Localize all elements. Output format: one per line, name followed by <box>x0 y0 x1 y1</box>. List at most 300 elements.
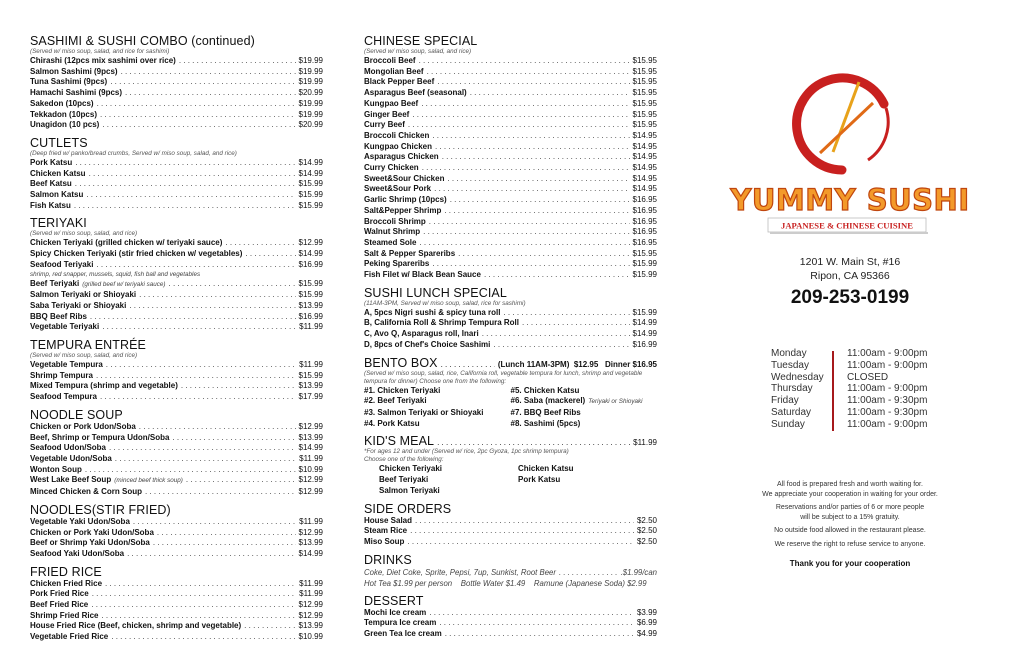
item-name: D, 8pcs of Chef's Choice Sashimi <box>364 339 491 349</box>
hours-row <box>771 383 927 395</box>
section-title: TEMPURA ENTRÉE <box>30 338 146 353</box>
dot-leader <box>447 174 629 185</box>
item-name: Hamachi Sashimi (9pcs) <box>30 88 123 98</box>
item-name: Fish Filet w/ Black Bean Sauce <box>364 270 481 280</box>
item-price: $15.99 <box>298 179 323 189</box>
hours-time: 11:00am - 9:00pm <box>847 418 928 430</box>
dot-leader <box>115 454 296 465</box>
hours-day: Monday <box>771 348 807 359</box>
hours-day: Sunday <box>771 418 805 430</box>
item-name: C, Avo Q, Asparagus roll, Inari <box>364 329 479 339</box>
menu-item <box>364 608 657 619</box>
bento-prices: (Lunch 11AM-3PM) $12.95 Dinner $16.95 <box>497 359 657 369</box>
dot-leader <box>442 152 630 163</box>
bento-option <box>364 396 511 408</box>
menu-item <box>30 110 323 121</box>
dot-leader <box>559 567 618 578</box>
item-price: $11.99 <box>299 589 323 599</box>
menu-item <box>30 99 323 110</box>
dot-leader <box>89 169 296 180</box>
menu-section <box>30 565 323 643</box>
dot-leader <box>407 537 634 548</box>
hours-row <box>771 419 927 431</box>
section-title: DESSERT <box>364 593 424 608</box>
item-price: $19.99 <box>298 109 323 119</box>
policy-text: We appreciate your cooperation in waiting for your order. <box>762 490 938 498</box>
item-price: $10.99 <box>298 632 323 642</box>
item-price: $15.99 <box>298 290 323 300</box>
item-name: Pork Katsu <box>30 157 73 167</box>
item-price: $16.99 <box>632 339 657 349</box>
menu-item <box>364 526 657 537</box>
kids-price: $11.99 <box>633 438 657 448</box>
item-price: $19.99 <box>298 56 323 65</box>
menu-item <box>30 201 323 212</box>
item-name: Wonton Soup <box>30 464 82 474</box>
menu-section <box>364 34 657 281</box>
dot-leader <box>408 120 630 131</box>
item-name: Broccoli Beef <box>364 56 416 65</box>
dot-leader <box>100 392 296 403</box>
menu-item <box>30 600 323 611</box>
menu-item <box>364 184 657 195</box>
menu-item <box>30 475 323 487</box>
section-title: CHINESE SPECIAL <box>364 34 478 48</box>
menu-item <box>30 443 323 454</box>
phone-number[interactable]: 209-253-0199 <box>790 287 910 308</box>
option-label: #6. Saba (mackerel) <box>510 396 586 406</box>
item-name: Broccoli Shrimp <box>364 216 426 226</box>
menu-item <box>364 77 657 88</box>
drinks-line: Coke, Diet Coke, Sprite, Pepsi, 7up, Sunkist, Root Beer <box>364 567 556 577</box>
bento-option <box>511 386 658 397</box>
policy-text: Reservations and/or parties of 6 or more people <box>775 504 925 511</box>
menu-item <box>364 217 657 228</box>
option-label: #7. BBQ Beef Ribs <box>510 407 581 417</box>
item-price: $13.99 <box>298 538 323 548</box>
dot-leader <box>91 600 295 611</box>
menu-section <box>30 503 323 560</box>
item-price: $16.95 <box>632 227 657 237</box>
item-price: $15.99 <box>632 259 657 269</box>
dot-leader <box>429 608 634 619</box>
menu-item <box>364 318 657 329</box>
kids-option: Chicken Teriyaki <box>379 464 442 474</box>
hours-row <box>771 360 927 372</box>
menu-item <box>30 487 323 498</box>
policy-text: No outside food allowed in the restaurant please. <box>774 527 926 534</box>
item-name: Chicken Katsu <box>30 168 86 178</box>
dot-leader <box>458 249 629 260</box>
item-name: Pork Fried Rice <box>30 589 89 599</box>
dot-leader <box>85 465 296 476</box>
dot-leader <box>429 217 630 228</box>
menu-item <box>364 195 657 206</box>
dot-leader <box>96 260 295 271</box>
menu-section <box>30 216 323 333</box>
item-price: $13.99 <box>298 300 323 310</box>
policy-text: We reserve the right to refuse service to anyone. <box>774 540 926 548</box>
hours-time: 11:00am - 9:30pm <box>847 406 928 418</box>
menu-item <box>364 259 657 270</box>
item-price: $11.99 <box>299 453 323 463</box>
dot-leader <box>432 131 629 142</box>
dot-leader <box>419 56 630 67</box>
item-name: Vegetable Teriyaki <box>30 322 100 332</box>
item-price: $19.99 <box>298 77 323 87</box>
item-price: $15.95 <box>632 88 657 98</box>
dot-leader <box>74 201 296 212</box>
item-name: Broccoli Chicken <box>364 130 430 140</box>
item-name: House Fried Rice (Beef, chicken, shrimp and vegetable) <box>30 621 242 631</box>
menu-item <box>30 77 323 88</box>
kids-option: Chicken Katsu <box>518 464 574 474</box>
menu-item <box>364 152 657 163</box>
item-name: Kungpao Beef <box>364 98 419 108</box>
item-price: $15.99 <box>298 278 323 288</box>
section-title: SUSHI LUNCH SPECIAL <box>364 285 507 300</box>
item-name: Miso Soup <box>364 536 405 546</box>
dot-leader <box>125 88 295 99</box>
item-price: $16.95 <box>632 237 657 247</box>
dot-leader <box>422 163 630 174</box>
item-note: (grilled beef w/ teriyaki sauce) <box>82 280 166 288</box>
item-name: Walnut Shrimp <box>364 227 421 237</box>
section-note: *For ages 12 and under (Served w/ rice, 2pc Gyoza, 1pc shrimp tempura) <box>364 448 569 456</box>
item-price: $12.99 <box>298 487 323 497</box>
dot-leader <box>423 227 629 238</box>
dot-leader <box>484 270 630 281</box>
hours-day: Friday <box>771 395 799 407</box>
menu-section <box>30 34 323 131</box>
item-price: $16.95 <box>632 216 657 226</box>
dot-leader <box>169 279 296 290</box>
menu-item <box>30 433 323 444</box>
menu-item <box>30 392 323 403</box>
drinks-section <box>364 553 657 589</box>
drinks-price: .$1.99/can <box>620 567 657 577</box>
item-price: $3.99 <box>636 607 657 617</box>
item-price: $14.99 <box>298 157 323 167</box>
menu-item <box>30 190 323 201</box>
menu-item <box>30 589 323 600</box>
item-price: $2.50 <box>636 515 657 525</box>
hours-row <box>771 372 927 384</box>
hours-row <box>771 407 927 419</box>
menu-item <box>364 308 657 319</box>
dot-leader <box>102 120 295 131</box>
dot-leader <box>245 249 295 260</box>
item-name: Chicken Teriyaki (grilled chicken w/ teriyaki sauce) <box>30 238 223 248</box>
menu-section <box>30 338 323 403</box>
dot-leader <box>133 517 296 528</box>
item-price: $14.95 <box>632 141 657 151</box>
menu-item <box>30 249 323 260</box>
dot-leader <box>179 56 296 67</box>
hours-row <box>771 395 927 407</box>
menu-item <box>364 131 657 142</box>
item-name: Tuna Sashimi (9pcs) <box>30 77 108 87</box>
item-price: $11.99 <box>299 322 323 332</box>
policy-text: All food is prepared fresh and worth waiting for. <box>777 481 923 488</box>
item-name: Shrimp Tempura <box>30 370 93 380</box>
item-name: Tekkadon (10pcs) <box>30 109 97 119</box>
menu-item <box>364 618 657 629</box>
item-price: $16.99 <box>298 259 323 269</box>
menu-item <box>364 110 657 121</box>
dot-leader <box>522 318 630 329</box>
dot-leader <box>111 632 295 643</box>
item-name: Asparagus Beef (seasonal) <box>364 88 467 98</box>
item-name: Seafood Yaki Udon/Soba <box>30 548 125 558</box>
chopsticks-icon <box>820 82 873 153</box>
section-note: (Served w/ miso soup, salad, and rice) <box>30 230 138 238</box>
item-price: $11.99 <box>299 360 323 370</box>
hours-time: 11:00am - 9:00pm <box>847 348 928 359</box>
dot-leader <box>75 179 296 190</box>
item-price: $14.95 <box>632 184 657 194</box>
menu-item <box>364 88 657 99</box>
logo <box>690 0 1010 240</box>
kids-meal-section <box>364 434 657 496</box>
dot-leader <box>225 238 295 249</box>
item-price: $15.95 <box>632 77 657 87</box>
item-price: $12.99 <box>298 600 323 610</box>
item-price: $14.95 <box>632 163 657 173</box>
item-price: $15.95 <box>632 120 657 130</box>
kids-option: Pork Katsu <box>518 475 561 485</box>
item-price: $13.99 <box>298 621 323 631</box>
item-name: Chicken or Pork Yaki Udon/Soba <box>30 527 154 537</box>
drinks-line: Hot Tea $1.99 per person Bottle Water $1.49 Ramune (Japanese Soda) $2.99 <box>364 578 647 588</box>
dot-leader <box>186 475 296 486</box>
section-note: Choose one of the following: <box>364 456 444 464</box>
menu-item <box>30 322 323 333</box>
menu-item <box>30 381 323 392</box>
menu-item <box>364 99 657 110</box>
menu-item <box>30 579 323 590</box>
item-price: $12.99 <box>298 527 323 537</box>
item-price: $2.50 <box>636 526 657 536</box>
item-name: Vegetable Fried Rice <box>30 632 109 642</box>
item-price: $19.99 <box>298 98 323 108</box>
menu-item <box>364 329 657 340</box>
section-title: FRIED RICE <box>30 564 102 579</box>
section-note: (11AM-3PM, Served w/ miso soup, salad, rice for sashimi) <box>364 299 526 307</box>
section-title: CUTLETS <box>30 135 88 150</box>
kids-option: Salmon Teriyaki <box>379 485 440 495</box>
menu-item <box>364 629 657 640</box>
section-note: (Deep fried w/ panko/bread crumbs, Served w/ miso soup, salad, and rice) <box>30 149 237 157</box>
dot-leader <box>432 259 629 270</box>
section-title: DRINKS <box>364 552 412 567</box>
item-name: Seafood Teriyaki <box>30 259 94 269</box>
dot-leader <box>441 360 495 369</box>
item-price: $14.99 <box>632 318 657 328</box>
item-name: Beef Teriyaki <box>30 278 80 288</box>
item-price: $15.95 <box>632 56 657 65</box>
menu-item <box>364 163 657 174</box>
item-price: $15.99 <box>298 190 323 200</box>
menu-item <box>30 312 323 323</box>
item-subnote: shrimp, red snapper, mussels, squid, fish ball and vegetables <box>30 270 201 278</box>
menu-item <box>30 88 323 99</box>
item-name: Vegetable Tempura <box>30 360 103 370</box>
menu-item <box>364 206 657 217</box>
menu-item <box>364 56 657 67</box>
dot-leader <box>412 110 629 121</box>
menu-item <box>30 422 323 433</box>
menu-item <box>30 158 323 169</box>
item-name: Beef or Shrimp Yaki Udon/Soba <box>30 538 150 548</box>
menu-item <box>30 528 323 539</box>
bento-option <box>364 419 511 430</box>
menu-item <box>364 537 657 548</box>
dot-leader <box>434 184 629 195</box>
hours-time: 11:00am - 9:30pm <box>847 395 928 407</box>
info-column <box>690 0 1010 668</box>
hours-time: CLOSED <box>847 371 889 383</box>
hours-day: Saturday <box>771 406 812 418</box>
menu-item <box>30 238 323 249</box>
item-name: Salmon Katsu <box>30 190 84 200</box>
item-name: Vegetable Yaki Udon/Soba <box>30 516 130 526</box>
dot-leader <box>129 301 295 312</box>
item-price: $14.99 <box>298 168 323 178</box>
dot-leader <box>153 538 296 549</box>
brand-tagline: JAPANESE & CHINESE CUISINE <box>781 220 913 231</box>
menu-item <box>30 621 323 632</box>
dot-leader <box>439 618 634 629</box>
item-price: $12.99 <box>298 421 323 431</box>
bento-option <box>511 396 658 408</box>
item-name: Garlic Shrimp (10pcs) <box>364 195 447 205</box>
item-price: $14.95 <box>632 152 657 162</box>
item-price: $15.99 <box>298 370 323 380</box>
item-name: Mixed Tempura (shrimp and vegetable) <box>30 381 178 391</box>
thank-you-note: Thank you for your cooperation <box>789 559 911 568</box>
dot-leader <box>157 528 296 539</box>
item-name: House Salad <box>364 515 413 525</box>
dot-leader <box>121 67 296 78</box>
menu-item <box>30 360 323 371</box>
dot-leader <box>437 438 630 447</box>
item-price: $13.99 <box>298 432 323 442</box>
item-price: $17.99 <box>298 392 323 402</box>
item-price: $15.99 <box>632 270 657 280</box>
option-label: #5. Chicken Katsu <box>510 385 580 395</box>
menu-item <box>30 632 323 643</box>
item-price: $12.99 <box>298 475 323 485</box>
menu-item <box>30 120 323 131</box>
item-name: Seafood Udon/Soba <box>30 443 106 453</box>
dot-leader <box>410 526 634 537</box>
hours-table <box>771 348 927 431</box>
hours-time: 11:00am - 9:00pm <box>847 359 928 371</box>
section-title: NOODLES(STIR FRIED) <box>30 502 171 517</box>
section-title: NOODLE SOUP <box>30 407 123 422</box>
item-name: Beef Fried Rice <box>30 600 89 610</box>
dot-leader <box>75 158 295 169</box>
item-price: $14.99 <box>298 548 323 558</box>
dot-leader <box>86 190 295 201</box>
menu-item <box>30 169 323 180</box>
item-price: $20.99 <box>298 120 323 130</box>
option-label: #4. Pork Katsu <box>364 418 420 428</box>
item-name: Chirashi (12pcs mix sashimi over rice) <box>30 56 176 65</box>
section-title: SASHIMI & SUSHI COMBO (continued) <box>30 34 255 48</box>
bento-option <box>511 419 658 430</box>
dot-leader <box>427 67 630 78</box>
item-name: BBQ Beef Ribs <box>30 311 87 321</box>
option-label: #8. Sashimi (5pcs) <box>510 418 581 428</box>
option-label: #1. Chicken Teriyaki <box>364 385 441 395</box>
brand-name-logo: YUMMY SUSHI <box>730 183 970 217</box>
section-title: SIDE ORDERS <box>364 501 452 516</box>
item-price: $4.99 <box>636 629 657 639</box>
dot-leader <box>444 206 629 217</box>
dot-leader <box>97 99 296 110</box>
dot-leader <box>101 611 295 622</box>
item-name: Fish Katsu <box>30 200 71 210</box>
item-name: Asparagus Chicken <box>364 152 439 162</box>
item-name: A, 5pcs Nigri sushi & spicy tuna roll <box>364 307 501 317</box>
item-name: Spicy Chicken Teriyaki (stir fried chicken w/ vegetables) <box>30 249 243 259</box>
hours-time: 11:00am - 9:00pm <box>847 383 928 395</box>
item-price: $14.99 <box>298 249 323 259</box>
dot-leader <box>415 516 634 527</box>
item-name: Chicken Fried Rice <box>30 578 103 588</box>
item-name: Saba Teriyaki or Shioyaki <box>30 300 127 310</box>
section-title: TERIYAKI <box>30 216 87 231</box>
menu-item <box>30 67 323 78</box>
dot-leader <box>493 340 629 351</box>
section-note: (Served w/ miso soup, salad, rice, California roll, vegetable tempura for lunch, shrimp and vegetable tempura for dinner) Choose one from the following: <box>364 369 643 385</box>
item-price: $15.95 <box>632 98 657 108</box>
item-name: Unagidon (10 pcs) <box>30 120 100 130</box>
dot-leader <box>139 290 295 301</box>
item-price: $16.95 <box>632 195 657 205</box>
item-price: $15.95 <box>632 109 657 119</box>
dot-leader <box>244 621 295 632</box>
menu-section <box>30 408 323 498</box>
item-price: $2.50 <box>636 536 657 546</box>
item-name: Black Pepper Beef <box>364 77 435 87</box>
item-price: $12.99 <box>298 238 323 248</box>
menu-item <box>364 340 657 351</box>
section-title: BENTO BOX <box>364 355 438 370</box>
menu-column-middle <box>364 34 657 645</box>
dot-leader <box>96 371 296 382</box>
dot-leader <box>127 549 295 560</box>
address-line-1: 1201 W. Main St, #16 <box>799 256 901 268</box>
item-price: $19.99 <box>298 66 323 76</box>
item-name: Ginger Beef <box>364 109 410 119</box>
item-name: B, California Roll & Shrimp Tempura Roll <box>364 318 519 328</box>
dot-leader <box>421 99 629 110</box>
item-price: $20.99 <box>298 88 323 98</box>
item-name: Tempura Ice cream <box>364 618 437 628</box>
dot-leader <box>100 110 296 121</box>
hours-day: Thursday <box>771 383 813 395</box>
item-name: Sakedon (10pcs) <box>30 98 94 108</box>
item-price: $14.99 <box>632 329 657 339</box>
menu-item <box>364 270 657 281</box>
section-note: (Served w/ miso soup, salad, and rice) <box>364 48 472 55</box>
item-note: (minced beef thick soup) <box>114 477 183 485</box>
kids-option: Beef Teriyaki <box>379 475 429 485</box>
item-name: Shrimp Fried Rice <box>30 610 99 620</box>
